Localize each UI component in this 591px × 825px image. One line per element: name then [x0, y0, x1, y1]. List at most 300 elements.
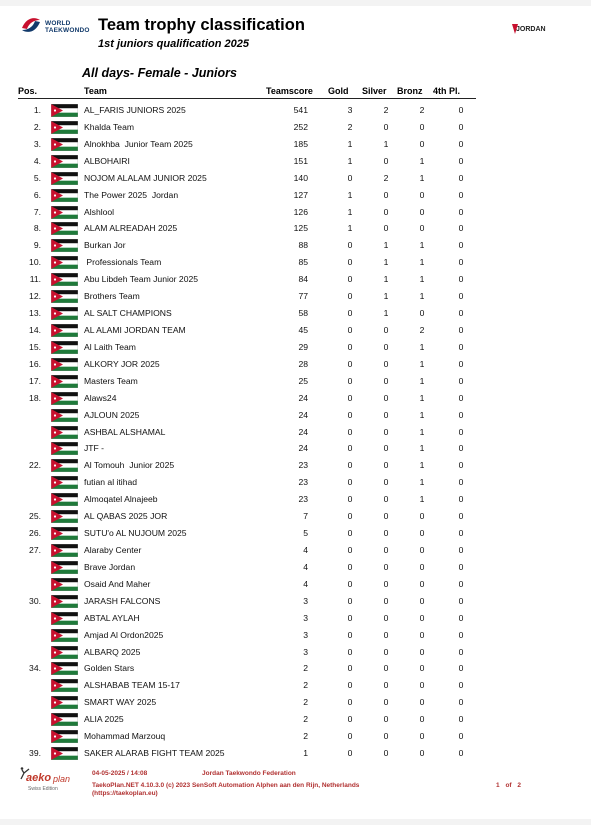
team-name-cell: Alshlool: [84, 206, 115, 217]
position-cell: 5.: [33, 172, 41, 183]
silver-count-cell: 0: [383, 460, 389, 471]
teamscore-cell: 23: [298, 477, 308, 488]
gold-count-cell: 0: [347, 443, 353, 454]
table-row: [0, 237, 591, 254]
gold-count-cell: 1: [347, 223, 353, 234]
jordan-flag-icon: [51, 646, 78, 659]
teamscore-cell: 24: [298, 443, 308, 454]
bronze-count-cell: 1: [419, 477, 425, 488]
silver-count-cell: 0: [383, 663, 389, 674]
table-row: [0, 457, 591, 474]
silver-count-cell: 1: [383, 257, 389, 268]
table-row: [0, 711, 591, 728]
page-total: 2: [517, 782, 522, 789]
bronze-count-cell: 2: [419, 324, 425, 335]
fourth-place-cell: 0: [458, 629, 464, 640]
bronze-count-cell: 1: [419, 392, 425, 403]
bronze-count-cell: 1: [419, 257, 425, 268]
silver-count-cell: 0: [383, 324, 389, 335]
jordan-flag-icon: [51, 747, 78, 760]
gold-count-cell: 0: [347, 714, 353, 725]
teamscore-cell: 140: [293, 172, 308, 183]
team-name-cell: SUTU'o AL NUJOUM 2025: [84, 528, 187, 539]
table-row: [0, 339, 591, 356]
gold-count-cell: 1: [347, 206, 353, 217]
teamscore-cell: 3: [303, 646, 308, 657]
team-name-cell: Alnokhba Junior Team 2025: [84, 138, 193, 149]
position-cell: 8.: [33, 223, 41, 234]
fourth-place-cell: 0: [458, 612, 464, 623]
table-row: [0, 694, 591, 711]
table-row: [0, 728, 591, 745]
position-cell: 3.: [33, 138, 41, 149]
jordan-flag-icon: [51, 104, 78, 117]
position-cell: 25.: [29, 511, 41, 522]
bronze-count-cell: 0: [419, 308, 425, 319]
fourth-place-cell: 0: [458, 291, 464, 302]
jordan-flag-icon: [51, 493, 78, 506]
fourth-place-cell: 0: [458, 257, 464, 268]
gold-count-cell: 0: [347, 291, 353, 302]
jordan-flag-icon: [51, 713, 78, 726]
teamscore-cell: 58: [298, 308, 308, 319]
jordan-flag-icon: [51, 629, 78, 642]
team-name-cell: AJLOUN 2025: [84, 409, 140, 420]
team-name-cell: Golden Stars: [84, 663, 135, 674]
fourth-place-cell: 0: [458, 426, 464, 437]
silver-count-cell: 0: [383, 443, 389, 454]
fourth-place-cell: 0: [458, 324, 464, 335]
fourth-place-cell: 0: [458, 358, 464, 369]
bronze-count-cell: 1: [419, 172, 425, 183]
table-row: [0, 542, 591, 559]
table-row: [0, 220, 591, 237]
bronze-count-cell: 0: [419, 714, 425, 725]
teamscore-cell: 4: [303, 561, 308, 572]
footer-date: 04-05-2025 / 14:08: [92, 770, 148, 777]
teamscore-cell: 77: [298, 291, 308, 302]
jordan-flag-icon: [51, 189, 78, 202]
fourth-place-cell: 0: [458, 544, 464, 555]
gold-count-cell: 3: [347, 105, 353, 115]
gold-count-cell: 0: [347, 578, 353, 589]
gold-count-cell: 0: [347, 172, 353, 183]
jordan-federation-logo: [510, 22, 560, 36]
teamscore-cell: 85: [298, 257, 308, 268]
position-cell: 27.: [29, 544, 41, 555]
gold-count-cell: 0: [347, 697, 353, 708]
silver-count-cell: 0: [383, 358, 389, 369]
jordan-flag-icon: [51, 358, 78, 371]
teamscore-cell: 2: [303, 680, 308, 691]
team-name-cell: SAKER ALARAB FIGHT TEAM 2025: [84, 748, 225, 759]
jordan-flag-icon: [51, 476, 78, 489]
taekoplan-logo: [18, 766, 80, 796]
gold-count-cell: 0: [347, 731, 353, 742]
bronze-count-cell: 0: [419, 697, 425, 708]
gold-count-cell: 0: [347, 358, 353, 369]
table-row: [0, 559, 591, 576]
teamscore-cell: 45: [298, 324, 308, 335]
gold-count-cell: 0: [347, 409, 353, 420]
jordan-flag-icon: [51, 679, 78, 692]
gold-count-cell: 0: [347, 426, 353, 437]
silver-count-cell: 1: [383, 274, 389, 285]
table-row: [0, 424, 591, 441]
bronze-count-cell: 0: [419, 223, 425, 234]
fourth-place-cell: 0: [458, 189, 464, 200]
bronze-count-cell: 0: [419, 595, 425, 606]
teamscore-cell: 4: [303, 544, 308, 555]
silver-count-cell: 0: [383, 409, 389, 420]
silver-count-cell: 1: [383, 291, 389, 302]
bronze-count-cell: 1: [419, 155, 425, 166]
team-name-cell: Brothers Team: [84, 291, 140, 302]
team-name-cell: Osaid And Maher: [84, 578, 151, 589]
fourth-place-cell: 0: [458, 731, 464, 742]
silver-count-cell: 0: [383, 341, 389, 352]
silver-count-cell: 0: [383, 477, 389, 488]
team-name-cell: Burkan Jor: [84, 240, 126, 251]
table-row: [0, 305, 591, 322]
bronze-count-cell: 0: [419, 578, 425, 589]
table-row: [0, 271, 591, 288]
world-taekwondo-logo: [18, 12, 103, 42]
gold-count-cell: 0: [347, 240, 353, 251]
silver-count-cell: 0: [383, 646, 389, 657]
jordan-flag-icon: [51, 510, 78, 523]
teamscore-cell: 24: [298, 426, 308, 437]
jordan-flag-icon: [51, 595, 78, 608]
silver-count-cell: 0: [383, 544, 389, 555]
position-cell: 7.: [33, 206, 41, 217]
team-name-cell: ALBOHAIRI: [84, 155, 130, 166]
teamscore-cell: 23: [298, 494, 308, 505]
table-row: [0, 288, 591, 305]
gold-count-cell: 0: [347, 629, 353, 640]
jordan-flag-icon: [51, 409, 78, 422]
fourth-place-cell: 0: [458, 511, 464, 522]
silver-count-cell: 0: [383, 392, 389, 403]
table-row: [0, 136, 591, 153]
team-name-cell: Almoqatel Alnajeeb: [84, 494, 158, 505]
silver-count-cell: 0: [383, 155, 389, 166]
bronze-count-cell: 1: [419, 240, 425, 251]
team-name-cell: AL ALAMI JORDAN TEAM: [84, 324, 186, 335]
table-row: [0, 102, 591, 119]
position-cell: 14.: [29, 324, 41, 335]
position-cell: 4.: [33, 155, 41, 166]
table-row: [0, 491, 591, 508]
team-name-cell: Professionals Team: [84, 257, 162, 268]
teamscore-cell: 252: [293, 121, 308, 132]
gold-count-cell: 0: [347, 528, 353, 539]
silver-count-cell: 0: [383, 748, 389, 759]
fourth-place-cell: 0: [458, 477, 464, 488]
teamscore-cell: 29: [298, 341, 308, 352]
bronze-count-cell: 0: [419, 511, 425, 522]
silver-count-cell: 0: [383, 375, 389, 386]
team-name-cell: Abu Libdeh Team Junior 2025: [84, 274, 199, 285]
gold-count-cell: 0: [347, 308, 353, 319]
teamscore-cell: 5: [303, 528, 308, 539]
taekoplan-logo-text2: plan: [53, 774, 71, 784]
bronze-count-cell: 0: [419, 731, 425, 742]
teamscore-cell: 84: [298, 274, 308, 285]
table-row: [0, 440, 591, 457]
fourth-place-cell: 0: [458, 595, 464, 606]
fourth-place-cell: 0: [458, 443, 464, 454]
jordan-flag-icon: [51, 544, 78, 557]
position-cell: 39.: [29, 748, 41, 759]
bronze-count-cell: 0: [419, 206, 425, 217]
silver-count-cell: 0: [383, 697, 389, 708]
gold-count-cell: 0: [347, 392, 353, 403]
team-name-cell: Al Laith Team: [84, 341, 136, 352]
jordan-flag-icon: [51, 662, 78, 675]
position-cell: 34.: [29, 663, 41, 674]
gold-count-cell: 1: [347, 189, 353, 200]
teamscore-cell: 1: [303, 748, 308, 759]
fourth-place-cell: 0: [458, 172, 464, 183]
table-row: [0, 525, 591, 542]
jordan-flag-icon: [51, 206, 78, 219]
table-row: [0, 254, 591, 271]
bronze-count-cell: 0: [419, 138, 425, 149]
silver-count-cell: 0: [383, 714, 389, 725]
position-cell: 9.: [33, 240, 41, 251]
taekoplan-logo-text1: aeko: [26, 772, 52, 784]
gold-count-cell: 0: [347, 646, 353, 657]
teamscore-cell: 4: [303, 578, 308, 589]
position-cell: 26.: [29, 528, 41, 539]
bronze-count-cell: 0: [419, 612, 425, 623]
bronze-count-cell: 1: [419, 341, 425, 352]
jordan-flag-icon: [51, 324, 78, 337]
page-subtitle: 1st juniors qualification 2025: [98, 38, 249, 50]
table-row: [0, 407, 591, 424]
fourth-place-cell: 0: [458, 240, 464, 251]
org-logo-line2: TAEKWONDO: [45, 27, 90, 34]
silver-count-cell: 1: [383, 308, 389, 319]
bronze-count-cell: 0: [419, 748, 425, 759]
footer-federation: Jordan Taekwondo Federation: [202, 770, 296, 777]
team-name-cell: Khalda Team: [84, 121, 135, 132]
gold-count-cell: 0: [347, 274, 353, 285]
category-heading: All days- Female - Juniors: [82, 66, 237, 80]
silver-count-cell: 0: [383, 494, 389, 505]
teamscore-cell: 2: [303, 697, 308, 708]
silver-count-cell: 1: [383, 138, 389, 149]
teamscore-cell: 3: [303, 612, 308, 623]
team-name-cell: The Power 2025 Jordan: [84, 189, 179, 200]
teamscore-cell: 24: [298, 409, 308, 420]
col-header-pos: Pos.: [18, 86, 38, 96]
team-name-cell: SMART WAY 2025: [84, 697, 157, 708]
teamscore-cell: 7: [303, 511, 308, 522]
col-header-gold: Gold: [328, 86, 349, 96]
bronze-count-cell: 1: [419, 274, 425, 285]
team-name-cell: AL QABAS 2025 JOR: [84, 511, 168, 522]
position-cell: 16.: [29, 358, 41, 369]
table-row: [0, 204, 591, 221]
position-cell: 6.: [33, 189, 41, 200]
table-row: [0, 576, 591, 593]
bronze-count-cell: 1: [419, 426, 425, 437]
silver-count-cell: 2: [383, 105, 389, 115]
gold-count-cell: 0: [347, 477, 353, 488]
team-name-cell: AL SALT CHAMPIONS: [84, 308, 172, 319]
jordan-flag-icon: [51, 155, 78, 168]
table-row: [0, 170, 591, 187]
table-row: [0, 474, 591, 491]
col-header-bronz: Bronz: [397, 86, 423, 96]
fourth-place-cell: 0: [458, 274, 464, 285]
team-name-cell: Masters Team: [84, 375, 138, 386]
team-name-cell: JTF -: [84, 443, 105, 454]
page-number: [496, 782, 521, 789]
page-current: 1: [496, 782, 500, 789]
silver-count-cell: 0: [383, 561, 389, 572]
table-row: [0, 187, 591, 204]
position-cell: 10.: [29, 257, 41, 268]
col-header-team: Team: [84, 86, 107, 96]
team-name-cell: Mohammad Marzouq: [84, 731, 166, 742]
bronze-count-cell: 0: [419, 189, 425, 200]
gold-count-cell: 0: [347, 612, 353, 623]
fourth-place-cell: 0: [458, 680, 464, 691]
fourth-place-cell: 0: [458, 494, 464, 505]
team-name-cell: ABTAL AYLAH: [84, 612, 140, 623]
footer-url: (https://taekoplan.eu): [92, 790, 158, 797]
jordan-flag-icon: [51, 256, 78, 269]
fourth-place-cell: 0: [458, 105, 464, 115]
fourth-place-cell: 0: [458, 528, 464, 539]
silver-count-cell: 0: [383, 578, 389, 589]
gold-count-cell: 0: [347, 375, 353, 386]
bronze-count-cell: 1: [419, 460, 425, 471]
page-of: of: [505, 782, 512, 789]
team-name-cell: ALKORY JOR 2025: [84, 358, 160, 369]
table-row: [0, 644, 591, 661]
bronze-count-cell: 0: [419, 629, 425, 640]
position-cell: 18.: [29, 392, 41, 403]
bronze-count-cell: 0: [419, 544, 425, 555]
teamscore-cell: 2: [303, 731, 308, 742]
bronze-count-cell: 1: [419, 375, 425, 386]
fourth-place-cell: 0: [458, 308, 464, 319]
header-divider: [18, 98, 476, 99]
bronze-count-cell: 2: [419, 105, 425, 115]
teamscore-cell: 25: [298, 375, 308, 386]
jordan-flag-icon: [51, 612, 78, 625]
team-name-cell: JARASH FALCONS: [84, 595, 161, 606]
gold-count-cell: 1: [347, 138, 353, 149]
org-logo-line1: WORLD: [45, 20, 71, 27]
position-cell: 12.: [29, 291, 41, 302]
team-name-cell: Al Tomouh Junior 2025: [84, 460, 175, 471]
jordan-flag-icon: [51, 239, 78, 252]
fourth-place-cell: 0: [458, 341, 464, 352]
jordan-flag-icon: [51, 459, 78, 472]
gold-count-cell: 0: [347, 494, 353, 505]
bronze-count-cell: 0: [419, 663, 425, 674]
team-name-cell: Brave Jordan: [84, 561, 136, 572]
team-name-cell: NOJOM ALALAM JUNIOR 2025: [84, 172, 207, 183]
gold-count-cell: 0: [347, 748, 353, 759]
position-cell: 17.: [29, 375, 41, 386]
page-title: Team trophy classification: [98, 16, 305, 34]
teamscore-cell: 2: [303, 663, 308, 674]
fourth-place-cell: 0: [458, 121, 464, 132]
jordan-flag-icon: [51, 561, 78, 574]
jordan-flag-icon: [51, 392, 78, 405]
fourth-place-cell: 0: [458, 561, 464, 572]
col-header-silver: Silver: [362, 86, 387, 96]
gold-count-cell: 0: [347, 511, 353, 522]
teamscore-cell: 23: [298, 460, 308, 471]
jordan-flag-icon: [51, 375, 78, 388]
table-row: [0, 745, 591, 762]
table-row: [0, 660, 591, 677]
bronze-count-cell: 0: [419, 680, 425, 691]
bronze-count-cell: 1: [419, 443, 425, 454]
gold-count-cell: 2: [347, 121, 353, 132]
position-cell: 15.: [29, 341, 41, 352]
team-name-cell: AL_FARIS JUNIORS 2025: [84, 105, 186, 115]
silver-count-cell: 0: [383, 595, 389, 606]
jordan-flag-icon: [51, 121, 78, 134]
gold-count-cell: 0: [347, 341, 353, 352]
silver-count-cell: 0: [383, 629, 389, 640]
fourth-place-cell: 0: [458, 155, 464, 166]
team-name-cell: ALBARQ 2025: [84, 646, 141, 657]
jordan-flag-icon: [51, 696, 78, 709]
fourth-place-cell: 0: [458, 663, 464, 674]
fourth-place-cell: 0: [458, 138, 464, 149]
teamscore-cell: 24: [298, 392, 308, 403]
fourth-place-cell: 0: [458, 223, 464, 234]
team-name-cell: Alaws24: [84, 392, 117, 403]
silver-count-cell: 0: [383, 189, 389, 200]
gold-count-cell: 0: [347, 324, 353, 335]
table-row: [0, 373, 591, 390]
bronze-count-cell: 1: [419, 494, 425, 505]
position-cell: 2.: [33, 121, 41, 132]
jordan-flag-icon: [51, 273, 78, 286]
gold-count-cell: 0: [347, 257, 353, 268]
col-header-fourth: 4th Pl.: [433, 86, 461, 96]
silver-count-cell: 0: [383, 206, 389, 217]
bronze-count-cell: 0: [419, 528, 425, 539]
jordan-flag-icon: [51, 307, 78, 320]
fourth-place-cell: 0: [458, 748, 464, 759]
teamscore-cell: 3: [303, 629, 308, 640]
fourth-place-cell: 0: [458, 697, 464, 708]
table-row: [0, 677, 591, 694]
team-name-cell: ALAM ALREADAH 2025: [84, 223, 178, 234]
table-row: [0, 356, 591, 373]
position-cell: 1.: [33, 105, 41, 115]
position-cell: 11.: [29, 274, 41, 285]
teamscore-cell: 88: [298, 240, 308, 251]
jordan-flag-icon: [51, 290, 78, 303]
classification-table: [0, 102, 591, 762]
fourth-place-cell: 0: [458, 375, 464, 386]
fourth-place-cell: 0: [458, 206, 464, 217]
bronze-count-cell: 0: [419, 121, 425, 132]
col-header-teamscore: Teamscore: [266, 86, 313, 96]
